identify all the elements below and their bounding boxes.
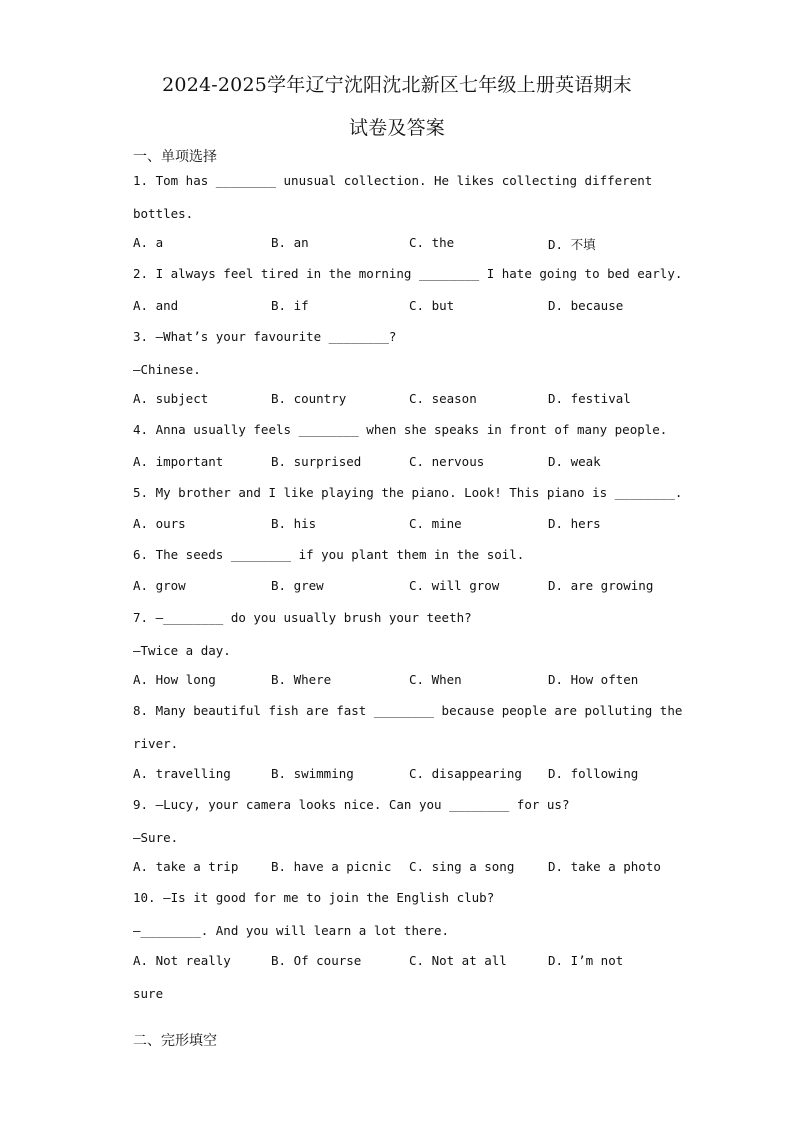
question-6-option-b: B. grew: [271, 578, 324, 593]
question-9-option-d: D. take a photo: [548, 859, 661, 874]
question-9-option-c: C. sing a song: [409, 859, 515, 874]
question-10-option-d: D. I’m not: [548, 953, 624, 968]
question-1-option-c: C. the: [409, 235, 455, 250]
question-3-text: 3. —What’s your favourite ________?: [133, 329, 397, 344]
question-3-option-c: C. season: [409, 391, 477, 406]
question-10-option-c: C. Not at all: [409, 953, 507, 968]
question-4-option-a: A. important: [133, 454, 224, 469]
question-6-option-a: A. grow: [133, 578, 186, 593]
question-8-text: 8. Many beautiful fish are fast ________ because people are polluting the: [133, 703, 683, 718]
question-9-option-b: B. have a picnic: [271, 859, 392, 874]
question-7-text: 7. —________ do you usually brush your teeth?: [133, 610, 472, 625]
question-7-option-a: A. How long: [133, 672, 216, 687]
question-4-text: 4. Anna usually feels ________ when she speaks in front of many people.: [133, 422, 668, 437]
section-heading-single-choice: 一、单项选择: [133, 149, 217, 165]
question-7-option-c: C. When: [409, 672, 462, 687]
question-1-option-b: B. an: [271, 235, 309, 250]
question-7-answer-line: —Twice a day.: [133, 643, 231, 658]
question-1-option-a: A. a: [133, 235, 164, 250]
question-2-option-a: A. and: [133, 298, 179, 313]
document-title-line1: 2024-2025学年辽宁沈阳沈北新区七年级上册英语期末: [162, 74, 632, 96]
question-7-option-b: B. Where: [271, 672, 332, 687]
question-4-option-c: C. nervous: [409, 454, 485, 469]
document-title-line2: 试卷及答案: [348, 117, 445, 139]
question-10-answer-line: —________. And you will learn a lot there.: [133, 923, 450, 938]
question-8-option-a: A. travelling: [133, 766, 231, 781]
question-6-option-d: D. are growing: [548, 578, 654, 593]
question-2-option-b: B. if: [271, 298, 309, 313]
question-10-option-b: B. Of course: [271, 953, 362, 968]
question-9-answer-line: —Sure.: [133, 830, 179, 845]
section-heading-cloze: 二、完形填空: [133, 1033, 217, 1049]
question-8-option-c: C. disappearing: [409, 766, 522, 781]
question-8-text-cont: river.: [133, 736, 179, 751]
question-9-text: 9. —Lucy, your camera looks nice. Can you ________ for us?: [133, 797, 570, 812]
question-1-option-d: D. 不填: [548, 237, 596, 252]
question-2-text: 2. I always feel tired in the morning ________ I hate going to bed early.: [133, 266, 683, 281]
question-4-option-b: B. surprised: [271, 454, 362, 469]
question-3-option-d: D. festival: [548, 391, 631, 406]
question-10-option-d-cont: sure: [133, 986, 164, 1001]
question-5-option-c: C. mine: [409, 516, 462, 531]
question-8-option-d: D. following: [548, 766, 639, 781]
question-5-option-a: A. ours: [133, 516, 186, 531]
question-10-option-a: A. Not really: [133, 953, 231, 968]
question-3-option-b: B. country: [271, 391, 347, 406]
question-6-text: 6. The seeds ________ if you plant them in the soil.: [133, 547, 525, 562]
question-10-text: 10. —Is it good for me to join the English club?: [133, 890, 495, 905]
question-8-option-b: B. swimming: [271, 766, 354, 781]
question-9-option-a: A. take a trip: [133, 859, 239, 874]
question-6-option-c: C. will grow: [409, 578, 500, 593]
question-5-option-d: D. hers: [548, 516, 601, 531]
question-5-option-b: B. his: [271, 516, 317, 531]
question-7-option-d: D. How often: [548, 672, 639, 687]
question-3-answer-line: —Chinese.: [133, 362, 201, 377]
question-5-text: 5. My brother and I like playing the piano. Look! This piano is ________.: [133, 485, 683, 500]
question-3-option-a: A. subject: [133, 391, 209, 406]
question-1-text-cont: bottles.: [133, 206, 194, 221]
question-2-option-c: C. but: [409, 298, 455, 313]
question-1-text: 1. Tom has ________ unusual collection. He likes collecting different: [133, 173, 653, 188]
question-2-option-d: D. because: [548, 298, 624, 313]
question-4-option-d: D. weak: [548, 454, 601, 469]
